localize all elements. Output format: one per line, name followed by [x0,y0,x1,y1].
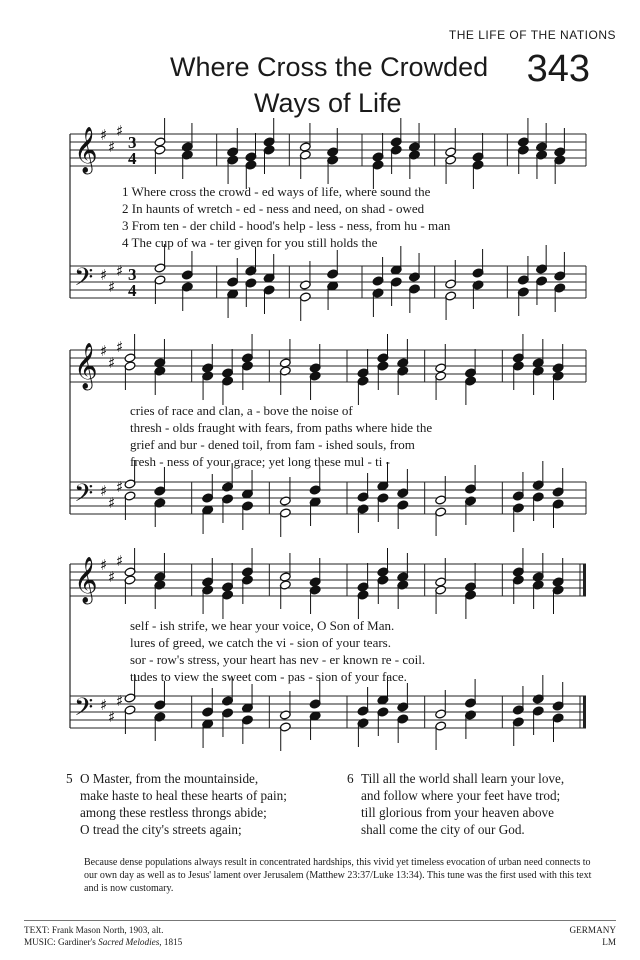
treble-clef: 𝄞 [74,127,98,173]
treble-clef: 𝄞 [74,557,98,603]
text-credit: TEXT: Frank Mason North, 1903, alt. [24,925,164,935]
meter: LM [602,937,616,947]
time-signature-digit: 4 [128,149,137,168]
time-signature-digit: 3 [128,265,137,284]
lyric-s1-line1: 1 Where cross the crowd - ed ways of life, where sound the [122,184,431,199]
key-sharp: ♯ [100,696,108,714]
key-sharp: ♯ [116,692,124,710]
final-barline-thick [583,696,586,728]
stanza-5-line: among these restless throngs abide; [80,805,267,820]
lyric-s2-line2: thresh - olds fraught with fears, from paths where hide the [130,420,433,435]
lyric-s3-line4: tudes to view the sweet com - pas - sion of your face. [130,669,407,684]
key-sharp: ♯ [100,126,108,144]
stanza-5-line: O Master, from the mountainside, [80,771,259,786]
key-sharp: ♯ [116,338,124,356]
key-sharp: ♯ [108,568,116,586]
bass-clef: 𝄢 [74,479,94,514]
lyric-s2-line1: cries of race and clan, a - bove the noise of [130,403,353,418]
time-signature-digit: 3 [128,133,137,152]
stanza-5-number: 5 [66,771,73,786]
stanza-6 [347,770,565,838]
key-sharp: ♯ [100,482,108,500]
lyric-s1-line4: 4 The cup of wa - ter given for you still holds the [122,235,378,250]
bass-clef: 𝄢 [74,693,94,728]
key-sharp: ♯ [108,708,116,726]
lyric-s2-line4: fresh - ness of your grace; yet long these mul - ti - [130,454,390,469]
hymn-title-line1: Where Cross the Crowded [170,52,489,82]
key-sharp: ♯ [100,266,108,284]
key-sharp: ♯ [108,494,116,512]
hymn-number: 343 [526,48,590,90]
bass-clef: 𝄢 [74,263,94,298]
key-sharp: ♯ [116,122,124,140]
footer-divider [24,920,616,921]
stanza-6-line: shall come the city of our God. [361,822,525,837]
stanza-5 [66,770,287,838]
hymn-title-line2: Ways of Life [254,88,402,118]
key-sharp: ♯ [108,278,116,296]
lyric-s1-line2: 2 In haunts of wretch - ed - ness and need, on shad - owed [122,201,425,216]
key-sharp: ♯ [108,138,116,156]
lyric-s3-line2: lures of greed, we catch the vi - sion of your tears. [130,635,391,650]
stanza-5-line: O tread the city's streets again; [80,822,242,837]
key-sharp: ♯ [108,354,116,372]
tune-name: GERMANY [569,925,616,935]
lyric-s1-line3: 3 From ten - der child - hood's help - less - ness, from hu - man [122,218,451,233]
key-sharp: ♯ [100,556,108,574]
lyric-s2-line3: grief and bur - dened toil, from fam - ished souls, from [130,437,415,452]
treble-clef: 𝄞 [74,343,98,389]
credits-left [24,924,182,948]
final-barline-thick [583,564,586,596]
stanza-6-line: and follow where your feet have trod; [361,788,561,803]
credits-right [570,924,616,948]
lyric-s3-line3: sor - row's stress, your heart has nev - er known re - coil. [130,652,426,667]
stanza-5-line: make haste to heal these hearts of pain; [80,788,287,803]
section-heading: THE LIFE OF THE NATIONS [448,28,616,42]
key-sharp: ♯ [116,552,124,570]
music-credit: MUSIC: Gardiner's Sacred Melodies, 1815 [24,937,183,947]
time-signature-digit: 4 [128,281,137,300]
stanza-6-number: 6 [347,771,354,786]
stanza-6-line: Till all the world shall learn your love, [361,771,565,786]
stanza-6-line: till glorious from your heaven above [361,805,555,820]
key-sharp: ♯ [100,342,108,360]
key-sharp: ♯ [116,262,124,280]
lyric-s3-line1: self - ish strife, we hear your voice, O Son of Man. [130,618,395,633]
hymn-note: Because dense populations always result in concentrated hardships, this vivid yet timeless evocation of urban need connects to our own day as well as to Jesus' lament over Jerusalem (Matthew 23:37/Luke 13:34). This tune was the first used with this text and is now customary. [84,857,592,894]
key-sharp: ♯ [116,478,124,496]
